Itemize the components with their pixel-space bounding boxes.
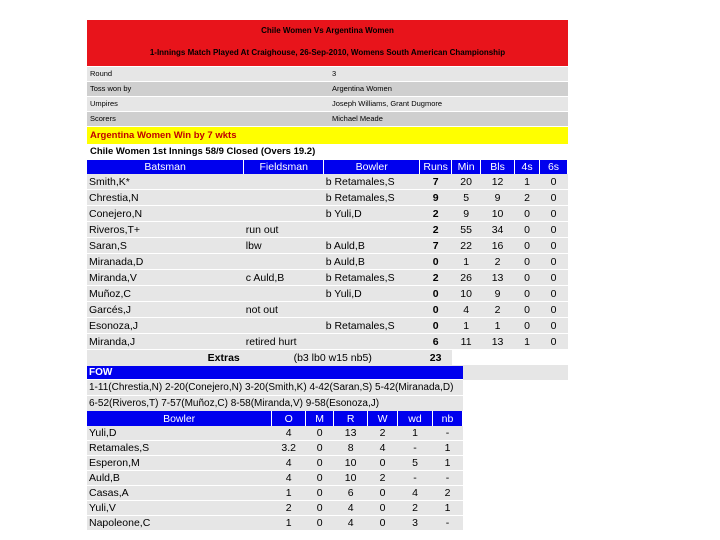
col-wides: wd bbox=[398, 411, 433, 426]
extras-blank bbox=[452, 350, 568, 366]
batting-row bbox=[87, 174, 568, 190]
runs: 4 bbox=[334, 516, 368, 531]
info-value: Argentina Women bbox=[332, 84, 392, 93]
sixes: 0 bbox=[540, 254, 568, 270]
info-key: Toss won by bbox=[90, 84, 132, 93]
col-noballs: nb bbox=[433, 411, 463, 426]
batsman-name: Chrestia,N bbox=[87, 190, 244, 206]
noballs: 1 bbox=[433, 501, 463, 516]
fours: 1 bbox=[515, 334, 540, 350]
fours: 0 bbox=[515, 318, 540, 334]
maidens: 0 bbox=[306, 471, 334, 486]
batsman-name: Smith,K* bbox=[87, 174, 244, 190]
bowler: b Retamales,S bbox=[324, 190, 420, 206]
col-runs: Runs bbox=[420, 160, 452, 174]
runs: 9 bbox=[420, 190, 452, 206]
balls: 1 bbox=[481, 318, 515, 334]
minutes: 5 bbox=[452, 190, 481, 206]
balls: 16 bbox=[481, 238, 515, 254]
extras-label: Extras bbox=[87, 350, 244, 366]
batsman-name: Muñoz,C bbox=[87, 286, 244, 302]
wickets: 4 bbox=[368, 441, 398, 456]
bowling-row bbox=[87, 516, 463, 531]
fieldsman bbox=[244, 190, 324, 206]
sixes: 0 bbox=[540, 302, 568, 318]
minutes: 22 bbox=[452, 238, 481, 254]
noballs: 2 bbox=[433, 486, 463, 501]
runs: 2 bbox=[420, 270, 452, 286]
batting-row bbox=[87, 254, 568, 270]
overs: 2 bbox=[272, 501, 306, 516]
fieldsman bbox=[244, 174, 324, 190]
info-row-scorers bbox=[87, 111, 568, 126]
wides: - bbox=[398, 471, 433, 486]
bowler-name: Yuli,V bbox=[87, 501, 272, 516]
runs: 2 bbox=[420, 206, 452, 222]
balls: 34 bbox=[481, 222, 515, 238]
fow-line-1: 1-11(Chrestia,N) 2-20(Conejero,N) 3-20(Smith,K) 4-42(Saran,S) 5-42(Miranada,D) bbox=[87, 379, 463, 395]
minutes: 11 bbox=[452, 334, 481, 350]
batting-row bbox=[87, 286, 568, 302]
innings-title: Chile Women 1st Innings 58/9 Closed (Overs 19.2) bbox=[87, 144, 568, 160]
bowler bbox=[324, 302, 420, 318]
fall-of-wickets bbox=[87, 366, 463, 411]
total-blank bbox=[452, 365, 568, 380]
bowling-row bbox=[87, 456, 463, 471]
minutes: 1 bbox=[452, 318, 481, 334]
balls: 9 bbox=[481, 286, 515, 302]
fours: 0 bbox=[515, 222, 540, 238]
scorecard bbox=[87, 20, 568, 380]
col-overs: O bbox=[272, 411, 306, 426]
batting-row bbox=[87, 270, 568, 286]
bowling-row bbox=[87, 471, 463, 486]
maidens: 0 bbox=[306, 441, 334, 456]
sixes: 0 bbox=[540, 190, 568, 206]
info-key: Umpires bbox=[90, 99, 118, 108]
fours: 1 bbox=[515, 174, 540, 190]
match-title: Chile Women Vs Argentina Women bbox=[261, 26, 394, 35]
col-runs: R bbox=[334, 411, 368, 426]
fours: 0 bbox=[515, 238, 540, 254]
minutes: 26 bbox=[452, 270, 481, 286]
wickets: 0 bbox=[368, 516, 398, 531]
fieldsman bbox=[244, 318, 324, 334]
minutes: 9 bbox=[452, 206, 481, 222]
overs: 3.2 bbox=[272, 441, 306, 456]
wickets: 0 bbox=[368, 456, 398, 471]
batsman-name: Garcés,J bbox=[87, 302, 244, 318]
info-key: Round bbox=[90, 69, 113, 78]
fours: 2 bbox=[515, 190, 540, 206]
overs: 1 bbox=[272, 486, 306, 501]
bowler: b Yuli,D bbox=[324, 206, 420, 222]
bowler: b Retamales,S bbox=[324, 318, 420, 334]
overs: 4 bbox=[272, 426, 306, 441]
runs: 10 bbox=[334, 471, 368, 486]
balls: 12 bbox=[481, 174, 515, 190]
batting-row bbox=[87, 334, 568, 350]
wides: 3 bbox=[398, 516, 433, 531]
match-info bbox=[87, 66, 568, 126]
batting-row bbox=[87, 190, 568, 206]
maidens: 0 bbox=[306, 426, 334, 441]
bowler bbox=[324, 222, 420, 238]
batsman-name: Conejero,N bbox=[87, 206, 244, 222]
noballs: 1 bbox=[433, 456, 463, 471]
info-row-toss bbox=[87, 81, 568, 96]
bowler-name: Napoleone,C bbox=[87, 516, 272, 531]
minutes: 55 bbox=[452, 222, 481, 238]
balls: 2 bbox=[481, 302, 515, 318]
runs: 4 bbox=[334, 501, 368, 516]
col-6s: 6s bbox=[540, 160, 568, 174]
runs: 0 bbox=[420, 302, 452, 318]
noballs: 1 bbox=[433, 441, 463, 456]
balls: 13 bbox=[481, 334, 515, 350]
sixes: 0 bbox=[540, 238, 568, 254]
col-batsman: Batsman bbox=[87, 160, 244, 174]
fieldsman: c Auld,B bbox=[244, 270, 324, 286]
runs: 0 bbox=[420, 286, 452, 302]
overs: 4 bbox=[272, 456, 306, 471]
bowler-name: Esperon,M bbox=[87, 456, 272, 471]
fieldsman bbox=[244, 254, 324, 270]
noballs: - bbox=[433, 471, 463, 486]
fieldsman: lbw bbox=[244, 238, 324, 254]
sixes: 0 bbox=[540, 174, 568, 190]
info-value: 3 bbox=[332, 69, 337, 78]
runs: 0 bbox=[420, 318, 452, 334]
runs: 8 bbox=[334, 441, 368, 456]
fieldsman bbox=[244, 286, 324, 302]
bowling-row bbox=[87, 441, 463, 456]
col-4s: 4s bbox=[515, 160, 540, 174]
batsman-name: Riveros,T+ bbox=[87, 222, 244, 238]
col-bls: Bls bbox=[481, 160, 515, 174]
wickets: 2 bbox=[368, 471, 398, 486]
col-bowler: Bowler bbox=[87, 411, 272, 426]
runs: 13 bbox=[334, 426, 368, 441]
bowling-header-row bbox=[87, 411, 463, 426]
bowler: b Auld,B bbox=[324, 238, 420, 254]
runs: 7 bbox=[420, 238, 452, 254]
info-row-round bbox=[87, 66, 568, 81]
balls: 9 bbox=[481, 190, 515, 206]
bowler: b Auld,B bbox=[324, 254, 420, 270]
bowler: b Retamales,S bbox=[324, 270, 420, 286]
wickets: 0 bbox=[368, 486, 398, 501]
bowling-row bbox=[87, 486, 463, 501]
wickets: 2 bbox=[368, 426, 398, 441]
sixes: 0 bbox=[540, 334, 568, 350]
noballs: - bbox=[433, 426, 463, 441]
col-wickets: W bbox=[368, 411, 398, 426]
fours: 0 bbox=[515, 206, 540, 222]
sixes: 0 bbox=[540, 318, 568, 334]
bowler-name: Retamales,S bbox=[87, 441, 272, 456]
batsman-name: Miranada,D bbox=[87, 254, 244, 270]
maidens: 0 bbox=[306, 501, 334, 516]
col-min: Min bbox=[452, 160, 481, 174]
batsman-name: Saran,S bbox=[87, 238, 244, 254]
bowler-name: Casas,A bbox=[87, 486, 272, 501]
fieldsman: run out bbox=[244, 222, 324, 238]
bowler: b Retamales,S bbox=[324, 174, 420, 190]
wickets: 0 bbox=[368, 501, 398, 516]
col-fieldsman: Fieldsman bbox=[244, 160, 324, 174]
batting-row bbox=[87, 222, 568, 238]
wides: 4 bbox=[398, 486, 433, 501]
batting-row bbox=[87, 302, 568, 318]
sixes: 0 bbox=[540, 270, 568, 286]
minutes: 20 bbox=[452, 174, 481, 190]
bowler-name: Yuli,D bbox=[87, 426, 272, 441]
info-value: Michael Meade bbox=[332, 114, 383, 123]
minutes: 10 bbox=[452, 286, 481, 302]
minutes: 1 bbox=[452, 254, 481, 270]
info-value: Joseph Williams, Grant Dugmore bbox=[332, 99, 443, 108]
info-key: Scorers bbox=[90, 114, 116, 123]
runs: 10 bbox=[334, 456, 368, 471]
bowler: b Yuli,D bbox=[324, 286, 420, 302]
fieldsman bbox=[244, 206, 324, 222]
runs: 6 bbox=[420, 334, 452, 350]
fow-title: FOW bbox=[87, 366, 463, 379]
runs: 7 bbox=[420, 174, 452, 190]
wides: 2 bbox=[398, 501, 433, 516]
fours: 0 bbox=[515, 254, 540, 270]
fours: 0 bbox=[515, 286, 540, 302]
batting-row bbox=[87, 206, 568, 222]
info-row-umpires bbox=[87, 96, 568, 111]
match-banner bbox=[87, 20, 568, 66]
overs: 4 bbox=[272, 471, 306, 486]
bowler bbox=[324, 334, 420, 350]
fieldsman: not out bbox=[244, 302, 324, 318]
wides: - bbox=[398, 441, 433, 456]
bowling-row bbox=[87, 426, 463, 441]
col-bowler: Bowler bbox=[324, 160, 420, 174]
runs: 6 bbox=[334, 486, 368, 501]
maidens: 0 bbox=[306, 516, 334, 531]
col-maidens: M bbox=[306, 411, 334, 426]
extras-row bbox=[87, 350, 568, 366]
maidens: 0 bbox=[306, 456, 334, 471]
noballs: - bbox=[433, 516, 463, 531]
bowling-row bbox=[87, 501, 463, 516]
batting-row bbox=[87, 238, 568, 254]
match-subtitle: 1-Innings Match Played At Craighouse, 26-Sep-2010, Womens South American Championship bbox=[149, 48, 506, 57]
balls: 13 bbox=[481, 270, 515, 286]
batsman-name: Miranda,V bbox=[87, 270, 244, 286]
runs: 0 bbox=[420, 254, 452, 270]
extras-value: 23 bbox=[420, 350, 452, 366]
fours: 0 bbox=[515, 270, 540, 286]
batting-table bbox=[87, 160, 568, 380]
wides: 1 bbox=[398, 426, 433, 441]
batsman-name: Miranda,J bbox=[87, 334, 244, 350]
sixes: 0 bbox=[540, 206, 568, 222]
batting-row bbox=[87, 318, 568, 334]
match-result: Argentina Women Win by 7 wkts bbox=[87, 126, 568, 144]
wides: 5 bbox=[398, 456, 433, 471]
overs: 1 bbox=[272, 516, 306, 531]
sixes: 0 bbox=[540, 222, 568, 238]
bowling-table bbox=[87, 411, 463, 531]
maidens: 0 bbox=[306, 486, 334, 501]
fow-line-2: 6-52(Riveros,T) 7-57(Muñoz,C) 8-58(Miranda,V) 9-58(Esonoza,J) bbox=[87, 395, 463, 411]
batsman-name: Esonoza,J bbox=[87, 318, 244, 334]
fours: 0 bbox=[515, 302, 540, 318]
extras-detail: (b3 lb0 w15 nb5) bbox=[244, 350, 420, 366]
runs: 2 bbox=[420, 222, 452, 238]
minutes: 4 bbox=[452, 302, 481, 318]
balls: 2 bbox=[481, 254, 515, 270]
batting-header-row bbox=[87, 160, 568, 174]
bowler-name: Auld,B bbox=[87, 471, 272, 486]
sixes: 0 bbox=[540, 286, 568, 302]
fieldsman: retired hurt bbox=[244, 334, 324, 350]
balls: 10 bbox=[481, 206, 515, 222]
